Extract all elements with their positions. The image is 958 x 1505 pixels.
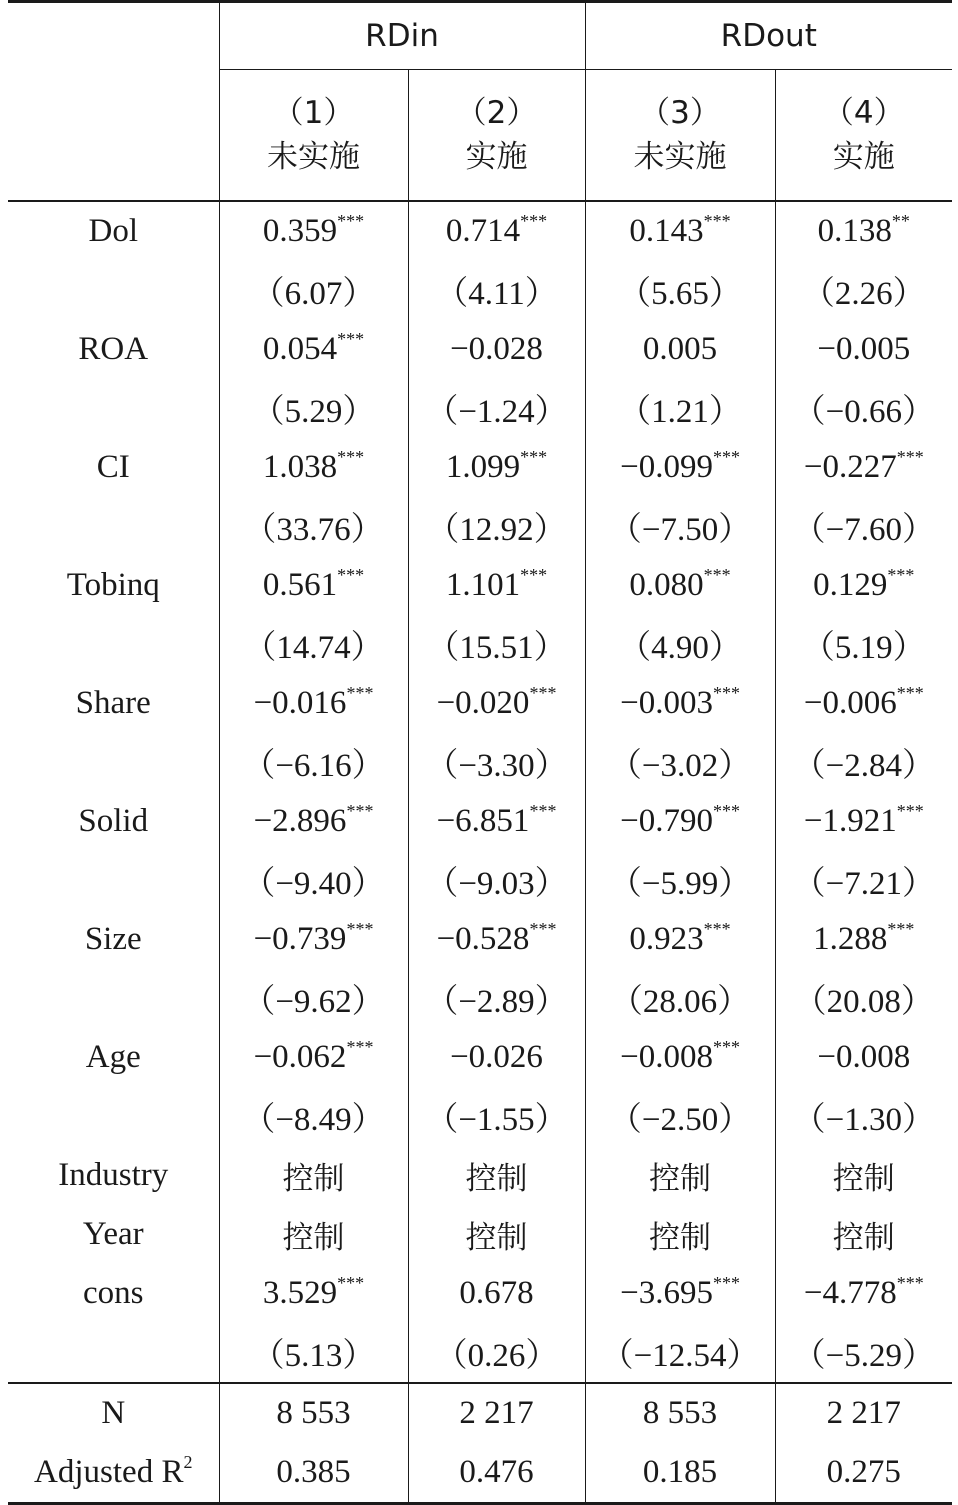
table-cell [585,1087,775,1146]
table-cell [408,733,585,792]
table-cell-text: （2.26） [801,276,926,312]
table-cell [585,792,775,851]
significance-stars: *** [712,1273,740,1293]
table-cell-text: −0.006 [803,685,897,721]
table-cell [408,1087,585,1146]
table-cell [219,201,408,261]
table-cell [775,615,952,674]
table-cell [775,1087,952,1146]
table-cell-text: 0.714 [445,213,521,249]
significance-stars: *** [337,329,365,349]
header-stub [8,2,219,202]
table-cell-text: −0.020 [436,685,530,721]
row-label [8,615,219,674]
table-row [8,201,952,261]
table-cell-text: 1.101 [445,567,521,603]
footer-cell [585,1443,775,1504]
footer-cell-text: 0.275 [826,1454,901,1490]
table-cell [219,1205,408,1264]
table-cell-text: （−7.21） [792,866,935,902]
table-cell-text: （−1.30） [792,1102,935,1138]
table-cell [219,556,408,615]
table-cell-text: 控制 [832,1161,895,1197]
table-cell-text: （4.90） [618,630,742,666]
table-cell-text: （−1.24） [425,394,568,430]
table-cell-text: −0.008 [620,1039,713,1075]
table-cell-text: （−5.99） [608,866,752,902]
table-cell-text: 1.038 [262,449,338,485]
column-header-1 [219,70,408,202]
footer-cell-text: 8 553 [276,1395,351,1431]
significance-stars: *** [887,565,915,585]
table-cell [219,438,408,497]
table-cell-text: （−12.54） [600,1338,760,1374]
table-cell-text: （6.07） [251,276,376,312]
row-label [8,379,219,438]
table-cell [775,851,952,910]
table-cell [585,851,775,910]
row-label [8,1323,219,1383]
footer-label [8,1443,219,1504]
table-cell-text: −3.695 [620,1275,713,1311]
significance-stars: *** [703,211,731,231]
table-cell [219,674,408,733]
table-cell [585,379,775,438]
table-row [8,674,952,733]
table-cell [775,1028,952,1087]
table-cell [219,733,408,792]
table-cell-text: −6.851 [436,803,530,839]
table-cell [775,201,952,261]
table-cell [408,497,585,556]
table-cell-text: （−6.16） [242,748,385,784]
row-label [8,851,219,910]
table-cell-text: 控制 [465,1161,528,1197]
table-cell [219,1087,408,1146]
footer-cell [408,1443,585,1504]
table-cell-text: （5.65） [618,276,742,312]
significance-stars: *** [337,211,365,231]
row-label [8,1205,219,1264]
table-cell [775,792,952,851]
table-cell-text: −0.026 [450,1039,543,1075]
group-header-row [8,2,952,70]
table-cell-text: （−9.40） [242,866,385,902]
footer-cell [775,1383,952,1443]
table-cell-text: −0.528 [436,921,530,957]
table-cell-text: −0.008 [817,1039,911,1075]
table-cell-text: −0.099 [620,449,713,485]
table-cell [408,261,585,320]
table-cell [219,1323,408,1383]
significance-stars: *** [346,801,374,821]
row-label-text: Tobinq [66,567,160,603]
table-row [8,1264,952,1323]
table-cell [585,1028,775,1087]
table-cell [219,615,408,674]
significance-stars: *** [337,1273,365,1293]
table-cell-text: （−7.60） [792,512,935,548]
significance-stars: *** [520,565,548,585]
table-cell [408,969,585,1028]
table-cell [219,320,408,379]
table-cell [775,556,952,615]
table-row [8,1028,952,1087]
table-cell-text: （−2.89） [425,984,568,1020]
table-cell [775,910,952,969]
significance-stars: *** [896,683,924,703]
table-cell-text: （−5.29） [792,1338,935,1374]
table-cell-text: （5.29） [251,394,376,430]
table-cell-text: （5.19） [801,630,926,666]
row-label-text: Solid [78,803,149,839]
table-cell-text: 控制 [832,1220,895,1256]
significance-stars: *** [520,447,548,467]
table-cell [775,1146,952,1205]
table-cell [408,438,585,497]
table-cell-text: （−1.55） [425,1102,568,1138]
table-cell [408,1323,585,1383]
table-cell-text: −0.062 [253,1039,347,1075]
table-cell [775,497,952,556]
footer-cell [585,1383,775,1443]
table-cell [585,1205,775,1264]
significance-stars: *** [346,683,374,703]
table-cell-text: 0.138 [817,213,892,249]
table-cell-text: 控制 [282,1161,345,1197]
table-cell [219,792,408,851]
table-cell [585,497,775,556]
table-cell [775,674,952,733]
column-label: 实施 [465,139,528,175]
table-cell [408,615,585,674]
table-cell [585,261,775,320]
table-cell-text: 控制 [649,1220,712,1256]
footer-label-text: N [101,1395,126,1431]
table-cell [219,261,408,320]
significance-stars: *** [703,919,731,939]
footer-label-text: Adjusted R [34,1454,184,1490]
table-cell-text: −0.227 [803,449,897,485]
table-cell [219,1264,408,1323]
table-cell-text: 控制 [465,1220,528,1256]
table-cell [585,910,775,969]
row-label-text: Dol [88,213,138,249]
table-cell [775,438,952,497]
table-cell [585,674,775,733]
table-cell-text: 0.080 [629,567,704,603]
table-row [8,379,952,438]
table-row [8,910,952,969]
significance-stars: *** [346,919,374,939]
table-cell-text: （−0.66） [792,394,935,430]
table-row [8,1146,952,1205]
table-row [8,733,952,792]
table-cell [219,1146,408,1205]
table-cell [585,969,775,1028]
table-cell-text: （1.21） [618,394,742,430]
row-label [8,320,219,379]
footer-cell [219,1443,408,1504]
row-label [8,1264,219,1323]
table-cell [408,201,585,261]
table-cell [408,1028,585,1087]
table-row [8,969,952,1028]
footer-row [8,1443,952,1504]
significance-stars: *** [887,919,915,939]
column-number: （3） [639,95,721,131]
table-cell-text: −2.896 [253,803,347,839]
table-cell-text: 0.143 [629,213,704,249]
table-cell-text: （15.51） [426,630,567,666]
table-cell [585,320,775,379]
table-cell [219,497,408,556]
column-number: （2） [455,95,538,131]
table-cell-text: （12.92） [426,512,567,548]
table-cell [775,969,952,1028]
table-cell [775,379,952,438]
row-label [8,1087,219,1146]
table-cell-text: （5.13） [251,1338,376,1374]
row-label [8,438,219,497]
table-row [8,438,952,497]
row-label-text: Share [75,685,151,721]
table-cell [775,320,952,379]
table-cell [775,1264,952,1323]
table-cell [408,910,585,969]
row-label-text: Industry [58,1157,169,1193]
footer-cell [219,1383,408,1443]
table-cell-text: （28.06） [609,984,751,1020]
table-cell-text: −0.003 [620,685,713,721]
table-cell [775,1323,952,1383]
table-cell-text: −0.016 [253,685,347,721]
significance-stars: *** [529,919,557,939]
table-cell-text: 控制 [649,1161,712,1197]
significance-stars: *** [712,801,740,821]
significance-stars: *** [712,1037,740,1057]
table-cell [408,674,585,733]
group-header-rdout: RDout [585,2,952,70]
table-cell [219,1028,408,1087]
table-cell [408,1205,585,1264]
footer-cell-text: 0.385 [276,1454,351,1490]
table-cell [408,320,585,379]
significance-stars: 2 [183,1452,193,1472]
table-cell [219,379,408,438]
column-label: 未实施 [633,139,727,175]
column-label: 未实施 [267,139,360,175]
significance-stars: *** [712,447,740,467]
table-cell-text: 1.288 [813,921,888,957]
column-header-4 [775,70,952,202]
table-cell-text: −0.028 [450,331,543,367]
table-cell-text: （20.08） [793,984,934,1020]
table-cell [585,1264,775,1323]
significance-stars: *** [529,683,557,703]
row-label [8,792,219,851]
table-cell-text: 0.923 [629,921,704,957]
significance-stars: *** [337,447,365,467]
table-body [8,201,952,1383]
row-label [8,969,219,1028]
regression-table [8,0,952,1505]
table-cell [775,733,952,792]
column-label: 实施 [832,139,895,175]
table-row [8,792,952,851]
row-label [8,497,219,556]
table-cell-text: （−9.62） [242,984,385,1020]
table-cell-text: （−9.03） [425,866,568,902]
significance-stars: *** [896,801,924,821]
table-cell-text: 0.054 [262,331,338,367]
table-cell [585,438,775,497]
table-cell-text: 0.359 [262,213,338,249]
table-row [8,851,952,910]
row-label [8,201,219,261]
row-label [8,1028,219,1087]
footer-cell [775,1443,952,1504]
table-cell [585,556,775,615]
row-label-text: cons [83,1275,144,1311]
table-cell-text: 1.099 [445,449,521,485]
significance-stars: *** [712,683,740,703]
footer-cell-text: 8 553 [642,1395,718,1431]
row-label-text: ROA [78,331,149,367]
table-row [8,1087,952,1146]
row-label-text: Age [85,1039,141,1075]
significance-stars: *** [337,565,365,585]
table-cell-text: （14.74） [243,630,384,666]
table-cell [408,556,585,615]
table-cell [408,1146,585,1205]
row-label [8,674,219,733]
table-cell [219,851,408,910]
column-number: （1） [272,95,355,131]
row-label [8,1146,219,1205]
column-header-3 [585,70,775,202]
significance-stars: ** [891,211,910,231]
regression-table-container [8,0,952,1505]
table-cell [585,1146,775,1205]
table-cell-text: （−3.30） [425,748,568,784]
table-cell-text: （33.76） [243,512,384,548]
table-cell-text: （−3.02） [608,748,752,784]
footer-cell-text: 2 217 [459,1395,534,1431]
significance-stars: *** [529,801,557,821]
footer-cell-text: 0.185 [642,1454,718,1490]
table-cell [775,1205,952,1264]
table-cell-text: （−8.49） [242,1102,385,1138]
significance-stars: *** [896,447,924,467]
row-label [8,261,219,320]
table-row [8,320,952,379]
table-cell-text: 0.678 [459,1275,534,1311]
table-cell-text: （−7.50） [608,512,752,548]
column-header-2 [408,70,585,202]
table-cell-text: −0.790 [620,803,713,839]
table-cell [408,851,585,910]
footer-row [8,1383,952,1443]
row-label-text: CI [96,449,130,485]
table-cell [585,1323,775,1383]
table-cell [585,733,775,792]
table-cell [585,201,775,261]
table-cell [408,1264,585,1323]
table-cell-text: （−2.50） [608,1102,752,1138]
row-label [8,733,219,792]
table-cell-text: （0.26） [434,1338,559,1374]
table-cell-text: （4.11） [435,276,558,312]
table-cell [219,969,408,1028]
table-cell-text: −0.005 [817,331,911,367]
table-cell [219,910,408,969]
table-cell-text: −4.778 [803,1275,897,1311]
significance-stars: *** [346,1037,374,1057]
table-row [8,261,952,320]
significance-stars: *** [520,211,548,231]
footer-cell [408,1383,585,1443]
row-label-text: Size [84,921,142,957]
table-cell-text: 3.529 [262,1275,338,1311]
table-cell-text: 控制 [282,1220,345,1256]
table-cell-text: −1.921 [803,803,897,839]
table-row [8,1205,952,1264]
table-row [8,1323,952,1383]
table-cell-text: （−2.84） [792,748,935,784]
table-cell-text: 0.005 [642,331,718,367]
table-cell-text: 0.561 [262,567,338,603]
row-label [8,910,219,969]
group-header-rdin: RDin [219,2,585,70]
significance-stars: *** [896,1273,924,1293]
significance-stars: *** [703,565,731,585]
table-cell [408,379,585,438]
table-row [8,497,952,556]
table-cell [408,792,585,851]
table-row [8,556,952,615]
row-label [8,556,219,615]
table-row [8,615,952,674]
table-cell-text: 0.129 [813,567,888,603]
footer-cell-text: 2 217 [826,1395,901,1431]
table-cell-text: −0.739 [253,921,347,957]
table-footer [8,1383,952,1504]
table-cell [585,615,775,674]
table-cell [775,261,952,320]
footer-cell-text: 0.476 [459,1454,534,1490]
row-label-text: Year [82,1216,144,1252]
footer-label [8,1383,219,1443]
column-number: （4） [822,95,905,131]
